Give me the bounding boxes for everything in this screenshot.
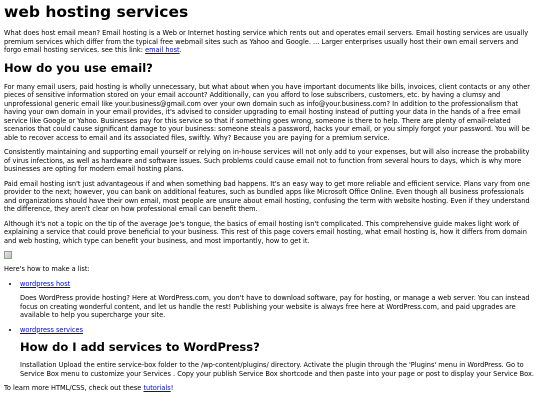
section-heading-add-services: How do I add services to WordPress?: [20, 340, 260, 354]
installation-paragraph: Installation Upload the entire service-box folder to the /wp-content/plugins/ directory. Activate the plugin through the 'Plugins' menu in WordPress. Go to Service Box menu to customize your Services . Copy your publish Service Box shortcode and then paste into your page or post to display your Service Box.: [20, 361, 534, 378]
paragraph-4: Although it's not a topic on the tip of the average Joe's tongue, the basics of email hosting isn't complicated. This comprehensive guide makes light work of explaining a service that could prove beneficial to your business. This rest of this page covers email hosting, what email hosting is, how it differs from domain and web hosting, which type can benefit your business, and most importantly, how to get it.: [4, 219, 527, 245]
footer-text: To learn more HTML/CSS, check out these: [4, 384, 144, 392]
list-item: [20, 280, 536, 289]
list-item: [20, 326, 536, 335]
page-title: web hosting services: [4, 3, 189, 21]
email-host-link[interactable]: email host: [145, 46, 180, 54]
broken-image-icon: [4, 251, 12, 259]
intro-end: .: [179, 46, 182, 54]
intro-paragraph: [4, 29, 536, 55]
tutorials-link[interactable]: tutorials: [143, 384, 171, 392]
intro-text: What does host email mean? Email hosting is a Web or Internet hosting service which rents out and operates email servers. Email hosting services are usually premium services which differ from the typical free webmail sites such as Yahoo and Google. ... Larger enterprises usually host their own email servers and forgo email hosting services. see this link:: [4, 29, 529, 54]
wordpress-host-link[interactable]: wordpress host: [20, 279, 71, 288]
wordpress-services-link[interactable]: wordpress services: [20, 325, 84, 334]
paragraph-2: Consistently maintaining and supporting email yourself or relying on in-house services will not only add to your expenses, but will also increase the probability of virus infections, as well as hardware and software issues. Such problems could cause email not to function from several hours to days, which is why more businesses are opting for modern email hosting plans.: [4, 148, 530, 173]
link-list: [4, 280, 536, 289]
link-list-2: [4, 326, 536, 335]
paragraph-1: For many email users, paid hosting is wholly unnecessary, but what about when you have important documents like bills, invoices, client contacts or any other pieces of sensitive information stored on your email account? Additionally, can you afford to lose subscribers, customers, etc. by having a clumsy and unprofessional generic email like your.business@gmail.com over your own domain such as info@your.business.com? In addition to the professionalism that having your own domain in your email provides, it's advised to consider upgrading to email hosting instead of putting your data in the hands of a free email service like Google or Yahoo. Businesses pay for this service so that if something goes wrong, someone is there to help. There are plenty of email-related scenarios that could cause significant damage to your business: someone steals a password, hacks your email, or you simply forgot your password. You will be able to recover access to email and its associated files, swiftly. Why? Because you are paying for a premium service.: [4, 82, 530, 142]
wordpress-host-description: Does WordPress provide hosting? Here at WordPress.com, you don't have to download software, pay for hosting, or manage a web server. You can instead focus on creating wonderful content, and let us handle the rest! Publishing your website is always free here at WordPress.com, and paid upgrades are available to help you supercharge your site.: [20, 294, 530, 319]
footer-end: !: [170, 384, 174, 392]
section-heading-email-use: How do you use email?: [4, 60, 153, 75]
list-intro: Here's how to make a list:: [4, 265, 90, 273]
footer-paragraph: [4, 384, 536, 393]
paragraph-3: Paid email hosting isn't just advantageous if and when something bad happens. It's an easy way to get more reliable and efficient service. Plans vary from one provider to the next; however, you can bank on additional features, such as bundled apps like Microsoft Office Online. Even though all business professionals and organizations should have their own email, most people are unsure about email hosting, confusing the term with website hosting. Even if they understand the difference, they aren't clear on how professional email can benefit them.: [4, 179, 530, 213]
